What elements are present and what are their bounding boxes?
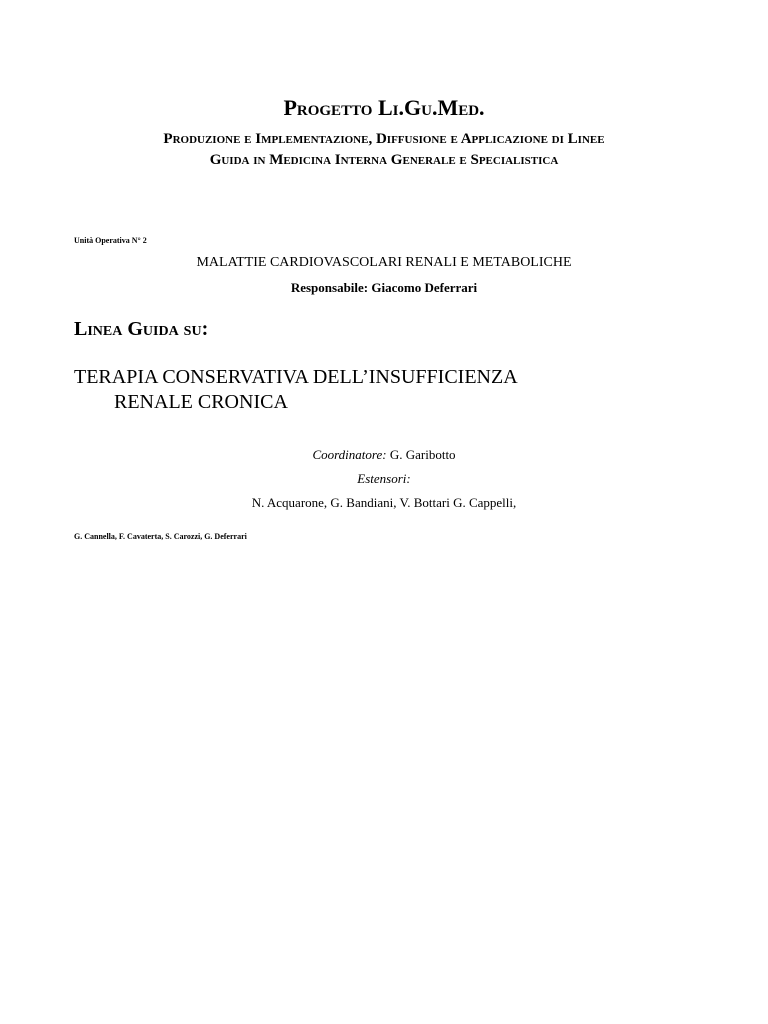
project-prefix: Progetto: [283, 95, 373, 120]
operative-unit-label: Unità Operativa N° 2: [74, 236, 147, 245]
project-subtitle: [60, 129, 708, 171]
extenders-list-line-1: N. Acquarone, G. Bandiani, V. Bottari G. Cappelli,: [251, 495, 517, 510]
guideline-title-line-1: TERAPIA CONSERVATIVA DELL’INSUFFICIENZA: [74, 366, 518, 388]
subtitle-line-2: Guida in Medicina Interna Generale e Specialistica: [209, 152, 559, 168]
coordinator-name: G. Garibotto: [389, 447, 456, 462]
extenders-label: Estensori:: [357, 471, 411, 486]
project-title: [0, 94, 768, 122]
project-name: Li.Gu.Med.: [377, 95, 485, 120]
department-name: MALATTIE CARDIOVASCOLARI RENALI E METABOLICHE: [196, 255, 572, 270]
responsible-person: Responsabile: Giacomo Deferrari: [290, 280, 478, 295]
guideline-heading: Linea Guida su:: [74, 318, 209, 340]
coordinator-label: Coordinatore:: [312, 447, 387, 462]
extenders-list-line-2: G. Cannella, F. Cavaterta, S. Carozzi, G. Deferrari: [74, 532, 247, 541]
coordinator-line: [0, 446, 768, 464]
subtitle-line-1: Produzione e Implementazione, Diffusione e Applicazione di Linee: [163, 131, 605, 147]
guideline-title-line-2: RENALE CRONICA: [114, 391, 288, 413]
guideline-title: [74, 365, 694, 415]
